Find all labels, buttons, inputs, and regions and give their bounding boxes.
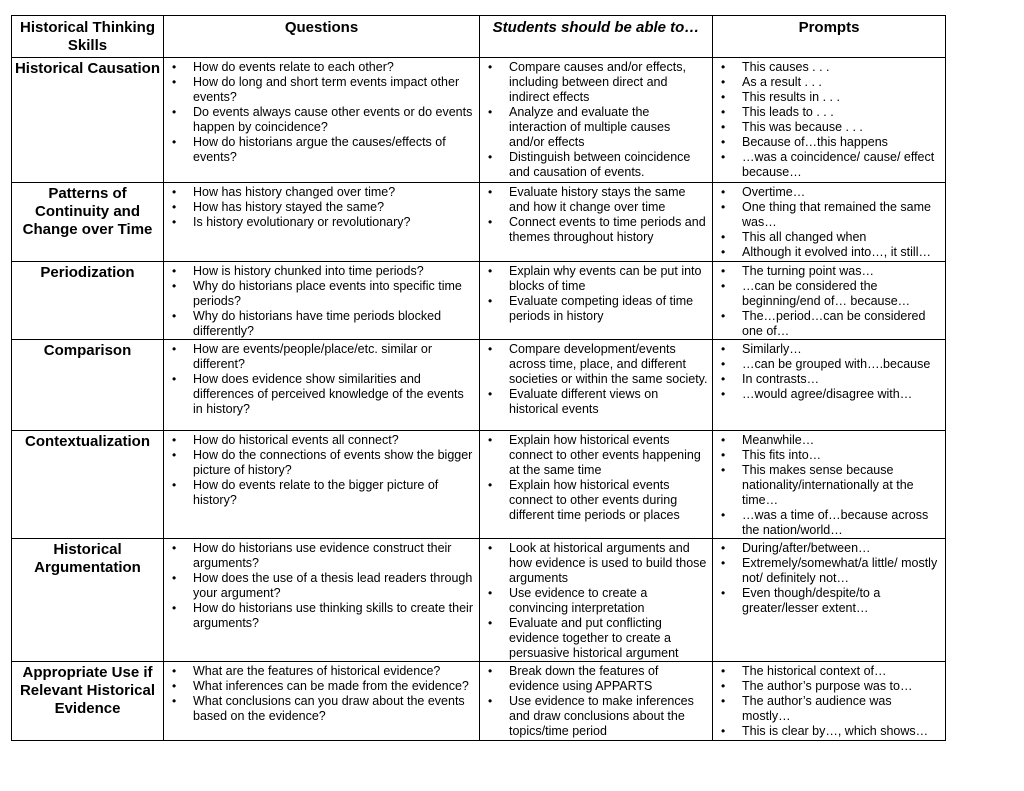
ability-list [480, 185, 712, 245]
ability-list [480, 541, 712, 661]
prompt-item: • Meanwhile… [742, 433, 941, 448]
question-list [164, 433, 479, 508]
skill-name: Comparison [12, 340, 164, 431]
question-list [164, 264, 479, 339]
prompt-item: • Overtime… [742, 185, 941, 200]
prompt-cell [713, 262, 946, 340]
ability-list [480, 433, 712, 523]
question-item: • How does the use of a thesis lead readers through your argument? [193, 571, 475, 601]
question-item: • Is history evolutionary or revolutionary? [193, 215, 475, 230]
ability-list [480, 664, 712, 739]
question-item: • How do historical events all connect? [193, 433, 475, 448]
ability-item: • Evaluate history stays the same and how it change over time [509, 185, 708, 215]
prompt-list [713, 264, 945, 339]
ability-cell [480, 183, 713, 262]
question-cell [164, 183, 480, 262]
header-prompts: Prompts [713, 16, 946, 58]
question-list [164, 664, 479, 724]
question-item: • How do events relate to each other? [193, 60, 475, 75]
question-cell [164, 58, 480, 183]
question-item: • How do the connections of events show the bigger picture of history? [193, 448, 475, 478]
prompt-item: • This was because . . . [742, 120, 941, 135]
skill-name: Periodization [12, 262, 164, 340]
prompt-item: • Although it evolved into…, it still… [742, 245, 941, 260]
ability-cell [480, 662, 713, 741]
question-item: • What inferences can be made from the evidence? [193, 679, 475, 694]
prompt-item: • …would agree/disagree with… [742, 387, 941, 402]
question-item: • Why do historians place events into specific time periods? [193, 279, 475, 309]
question-item: • How do historians argue the causes/effects of events? [193, 135, 475, 165]
prompt-item: • Similarly… [742, 342, 941, 357]
table-row [12, 431, 946, 539]
prompt-item: • In contrasts… [742, 372, 941, 387]
question-item: • How is history chunked into time periods? [193, 264, 475, 279]
ability-item: • Explain why events can be put into blocks of time [509, 264, 708, 294]
question-list [164, 60, 479, 165]
question-item: • How do historians use evidence construct their arguments? [193, 541, 475, 571]
question-item: • How does evidence show similarities and differences of perceived knowledge of the events in history? [193, 372, 475, 417]
prompt-item: • This leads to . . . [742, 105, 941, 120]
question-list [164, 541, 479, 631]
ability-item: • Look at historical arguments and how evidence is used to build those arguments [509, 541, 708, 586]
prompt-item: • …can be grouped with….because [742, 357, 941, 372]
question-cell [164, 539, 480, 662]
prompt-cell [713, 58, 946, 183]
prompt-cell [713, 431, 946, 539]
prompt-cell [713, 539, 946, 662]
question-item: • Why do historians have time periods blocked differently? [193, 309, 475, 339]
prompt-item: • This is clear by…, which shows… [742, 724, 941, 739]
prompt-item: • This all changed when [742, 230, 941, 245]
prompt-cell [713, 662, 946, 741]
question-item: • How has history changed over time? [193, 185, 475, 200]
prompt-item: • One thing that remained the same was… [742, 200, 941, 230]
ability-cell [480, 340, 713, 431]
ability-item: • Break down the features of evidence using APPARTS [509, 664, 708, 694]
prompt-item: • The turning point was… [742, 264, 941, 279]
prompt-item: • During/after/between… [742, 541, 941, 556]
prompt-cell [713, 340, 946, 431]
ability-item: • Analyze and evaluate the interaction of multiple causes and/or effects [509, 105, 708, 150]
prompt-item: • This fits into… [742, 448, 941, 463]
ability-item: • Compare causes and/or effects, including between direct and indirect effects [509, 60, 708, 105]
question-item: • How do long and short term events impact other events? [193, 75, 475, 105]
skill-name: Historical Causation [12, 58, 164, 183]
ability-cell [480, 58, 713, 183]
prompt-item: • The…period…can be considered one of… [742, 309, 941, 339]
question-item: • How do events relate to the bigger picture of history? [193, 478, 475, 508]
table-row [12, 662, 946, 741]
skill-name: Patterns of Continuity and Change over Time [12, 183, 164, 262]
question-item: • What conclusions can you draw about the events based on the evidence? [193, 694, 475, 724]
ability-item: • Distinguish between coincidence and causation of events. [509, 150, 708, 180]
skill-name: Appropriate Use if Relevant Historical Evidence [12, 662, 164, 741]
question-item: • How do historians use thinking skills to create their arguments? [193, 601, 475, 631]
prompt-list [713, 541, 945, 616]
ability-cell [480, 539, 713, 662]
prompt-item: • Extremely/somewhat/a little/ mostly not/ definitely not… [742, 556, 941, 586]
ability-cell [480, 431, 713, 539]
skill-name: Contextualization [12, 431, 164, 539]
ability-item: • Use evidence to create a convincing interpretation [509, 586, 708, 616]
question-list [164, 185, 479, 230]
prompt-item: • …was a time of…because across the nation/world… [742, 508, 941, 538]
prompt-list [713, 342, 945, 402]
prompt-item: • …was a coincidence/ cause/ effect because… [742, 150, 941, 180]
question-cell [164, 431, 480, 539]
prompt-list [713, 433, 945, 538]
ability-item: • Evaluate competing ideas of time periods in history [509, 294, 708, 324]
question-list [164, 342, 479, 417]
question-item: • What are the features of historical evidence? [193, 664, 475, 679]
ability-list [480, 60, 712, 180]
question-item: • Do events always cause other events or do events happen by coincidence? [193, 105, 475, 135]
question-cell [164, 340, 480, 431]
header-abilities: Students should be able to… [480, 16, 713, 58]
prompt-item: • This makes sense because nationality/internationally at the time… [742, 463, 941, 508]
ability-item: • Use evidence to make inferences and draw conclusions about the topics/time period [509, 694, 708, 739]
header-questions: Questions [164, 16, 480, 58]
ability-list [480, 342, 712, 417]
prompt-list [713, 185, 945, 260]
prompt-item: • This results in . . . [742, 90, 941, 105]
ability-cell [480, 262, 713, 340]
prompt-item: • The author’s audience was mostly… [742, 694, 941, 724]
prompt-cell [713, 183, 946, 262]
prompt-item: • As a result . . . [742, 75, 941, 90]
question-cell [164, 662, 480, 741]
question-cell [164, 262, 480, 340]
ability-list [480, 264, 712, 324]
ability-item: • Compare development/events across time, place, and different societies or within the same society. [509, 342, 708, 387]
prompt-item: • This causes . . . [742, 60, 941, 75]
prompt-item: • …can be considered the beginning/end of… because… [742, 279, 941, 309]
question-item: • How has history stayed the same? [193, 200, 475, 215]
table-row [12, 58, 946, 183]
prompt-list [713, 60, 945, 180]
question-item: • How are events/people/place/etc. similar or different? [193, 342, 475, 372]
ability-item: • Evaluate different views on historical events [509, 387, 708, 417]
header-skills: Historical Thinking Skills [12, 16, 164, 58]
ability-item: • Connect events to time periods and themes throughout history [509, 215, 708, 245]
prompt-list [713, 664, 945, 739]
ability-item: • Explain how historical events connect to other events happening at the same time [509, 433, 708, 478]
prompt-item: • The historical context of… [742, 664, 941, 679]
table-row [12, 340, 946, 431]
prompt-item: • Even though/despite/to a greater/lesser extent… [742, 586, 941, 616]
prompt-item: • Because of…this happens [742, 135, 941, 150]
prompt-item: • The author’s purpose was to… [742, 679, 941, 694]
table-row [12, 262, 946, 340]
table-row [12, 183, 946, 262]
skill-name: Historical Argumentation [12, 539, 164, 662]
ability-item: • Evaluate and put conflicting evidence together to create a persuasive historical argument [509, 616, 708, 661]
header-row [12, 16, 946, 58]
table-row [12, 539, 946, 662]
ability-item: • Explain how historical events connect to other events during different time periods or places [509, 478, 708, 523]
skills-table [11, 15, 946, 741]
